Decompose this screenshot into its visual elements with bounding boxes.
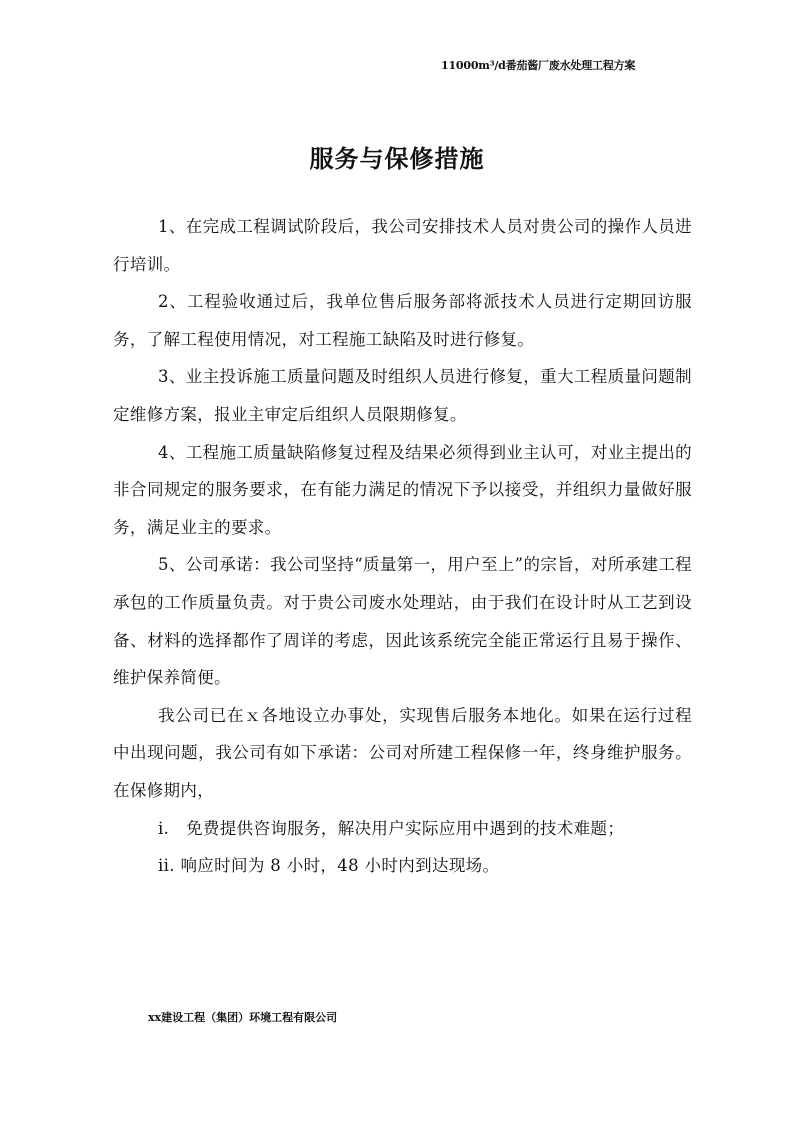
paragraph-complaint-repair: 3、业主投诉施工质量问题及时组织人员进行修复，重大工程质量问题制定维修方案，报业主审定后组织人员限期修复。 bbox=[113, 367, 692, 424]
page-footer: xx建设工程（集团）环境工程有限公司 bbox=[148, 1011, 338, 1024]
paragraph-quality-acceptance: 4、工程施工质量缺陷修复过程及结果必须得到业主认可，对业主提出的非合同规定的服务要求，在有能力满足的情况下予以接受，并组织力量做好服务，满足业主的要求。 bbox=[113, 442, 692, 537]
paragraph-training: 1、在完成工程调试阶段后，我公司安排技术人员对贵公司的操作人员进行培训。 bbox=[113, 217, 692, 274]
document-body bbox=[113, 208, 692, 885]
document-title: 服务与保修措施 bbox=[309, 145, 485, 173]
list-item-consulting: i. 免费提供咨询服务，解决用户实际应用中遇到的技术难题； bbox=[158, 818, 625, 838]
list-item-response-time: ii. 响应时间为 8 小时，48 小时内到达现场。 bbox=[158, 856, 500, 876]
paragraph-company-commitment: 5、公司承诺：我公司坚持“质量第一，用户至上”的宗旨，对所承建工程承包的工作质量负责。对于贵公司废水处理站，由于我们在设计时从工艺到设备、材料的选择都作了周详的考虑，因此该系统完全能正常运行且易于操作、维护保养简便。 bbox=[113, 555, 692, 688]
paragraph-follow-up-service: 2、工程验收通过后，我单位售后服务部将派技术人员进行定期回访服务，了解工程使用情况，对工程施工缺陷及时进行修复。 bbox=[113, 292, 692, 349]
page-header: 11000m³/d番茄酱厂废水处理工程方案 bbox=[441, 59, 636, 72]
paragraph-local-service: 我公司已在ｘ各地设立办事处，实现售后服务本地化。如果在运行过程中出现问题，我公司有如下承诺：公司对所建工程保修一年，终身维护服务。在保修期内， bbox=[113, 705, 692, 800]
